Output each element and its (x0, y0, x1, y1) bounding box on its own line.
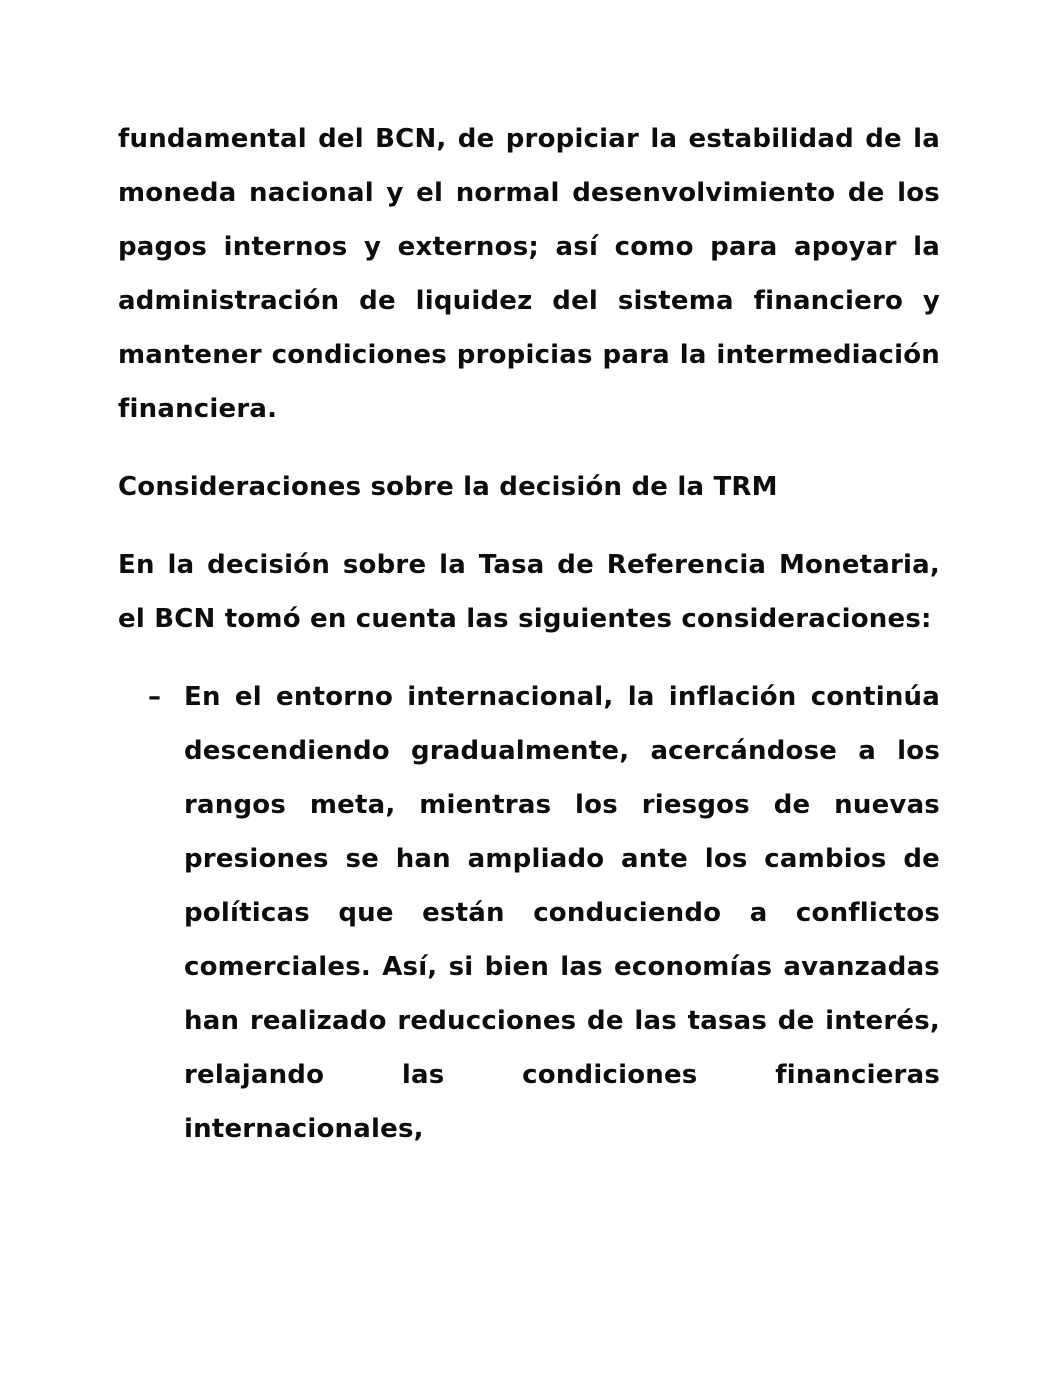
section-heading-consideraciones-trm: Consideraciones sobre la decisión de la TRM (118, 472, 778, 502)
paragraph-mandate-continuation: fundamental del BCN, de propiciar la estabilidad de la moneda nacional y el normal desenvolvimiento de los pagos internos y externos; así como para apoyar la administración de liquidez del sistema financiero y mantener condiciones propicias para la intermediación financiera. (118, 124, 940, 424)
bullet-text-entorno-internacional: En el entorno internacional, la inflación continúa descendiendo gradualmente, acercándose a los rangos meta, mientras los riesgos de nuevas presiones se han ampliado ante los cambios de políticas que están conduciendo a conflictos comerciales. Así, si bien las economías avanzadas han realizado reducciones de las tasas de interés, relajando las condiciones financieras internacionales, (184, 682, 940, 1144)
bullet-item-entorno-internacional (148, 670, 940, 1156)
bullet-dash-marker: – (148, 682, 161, 712)
paragraph-decision-intro: En la decisión sobre la Tasa de Referencia Monetaria, el BCN tomó en cuenta las siguientes consideraciones: (118, 550, 940, 634)
